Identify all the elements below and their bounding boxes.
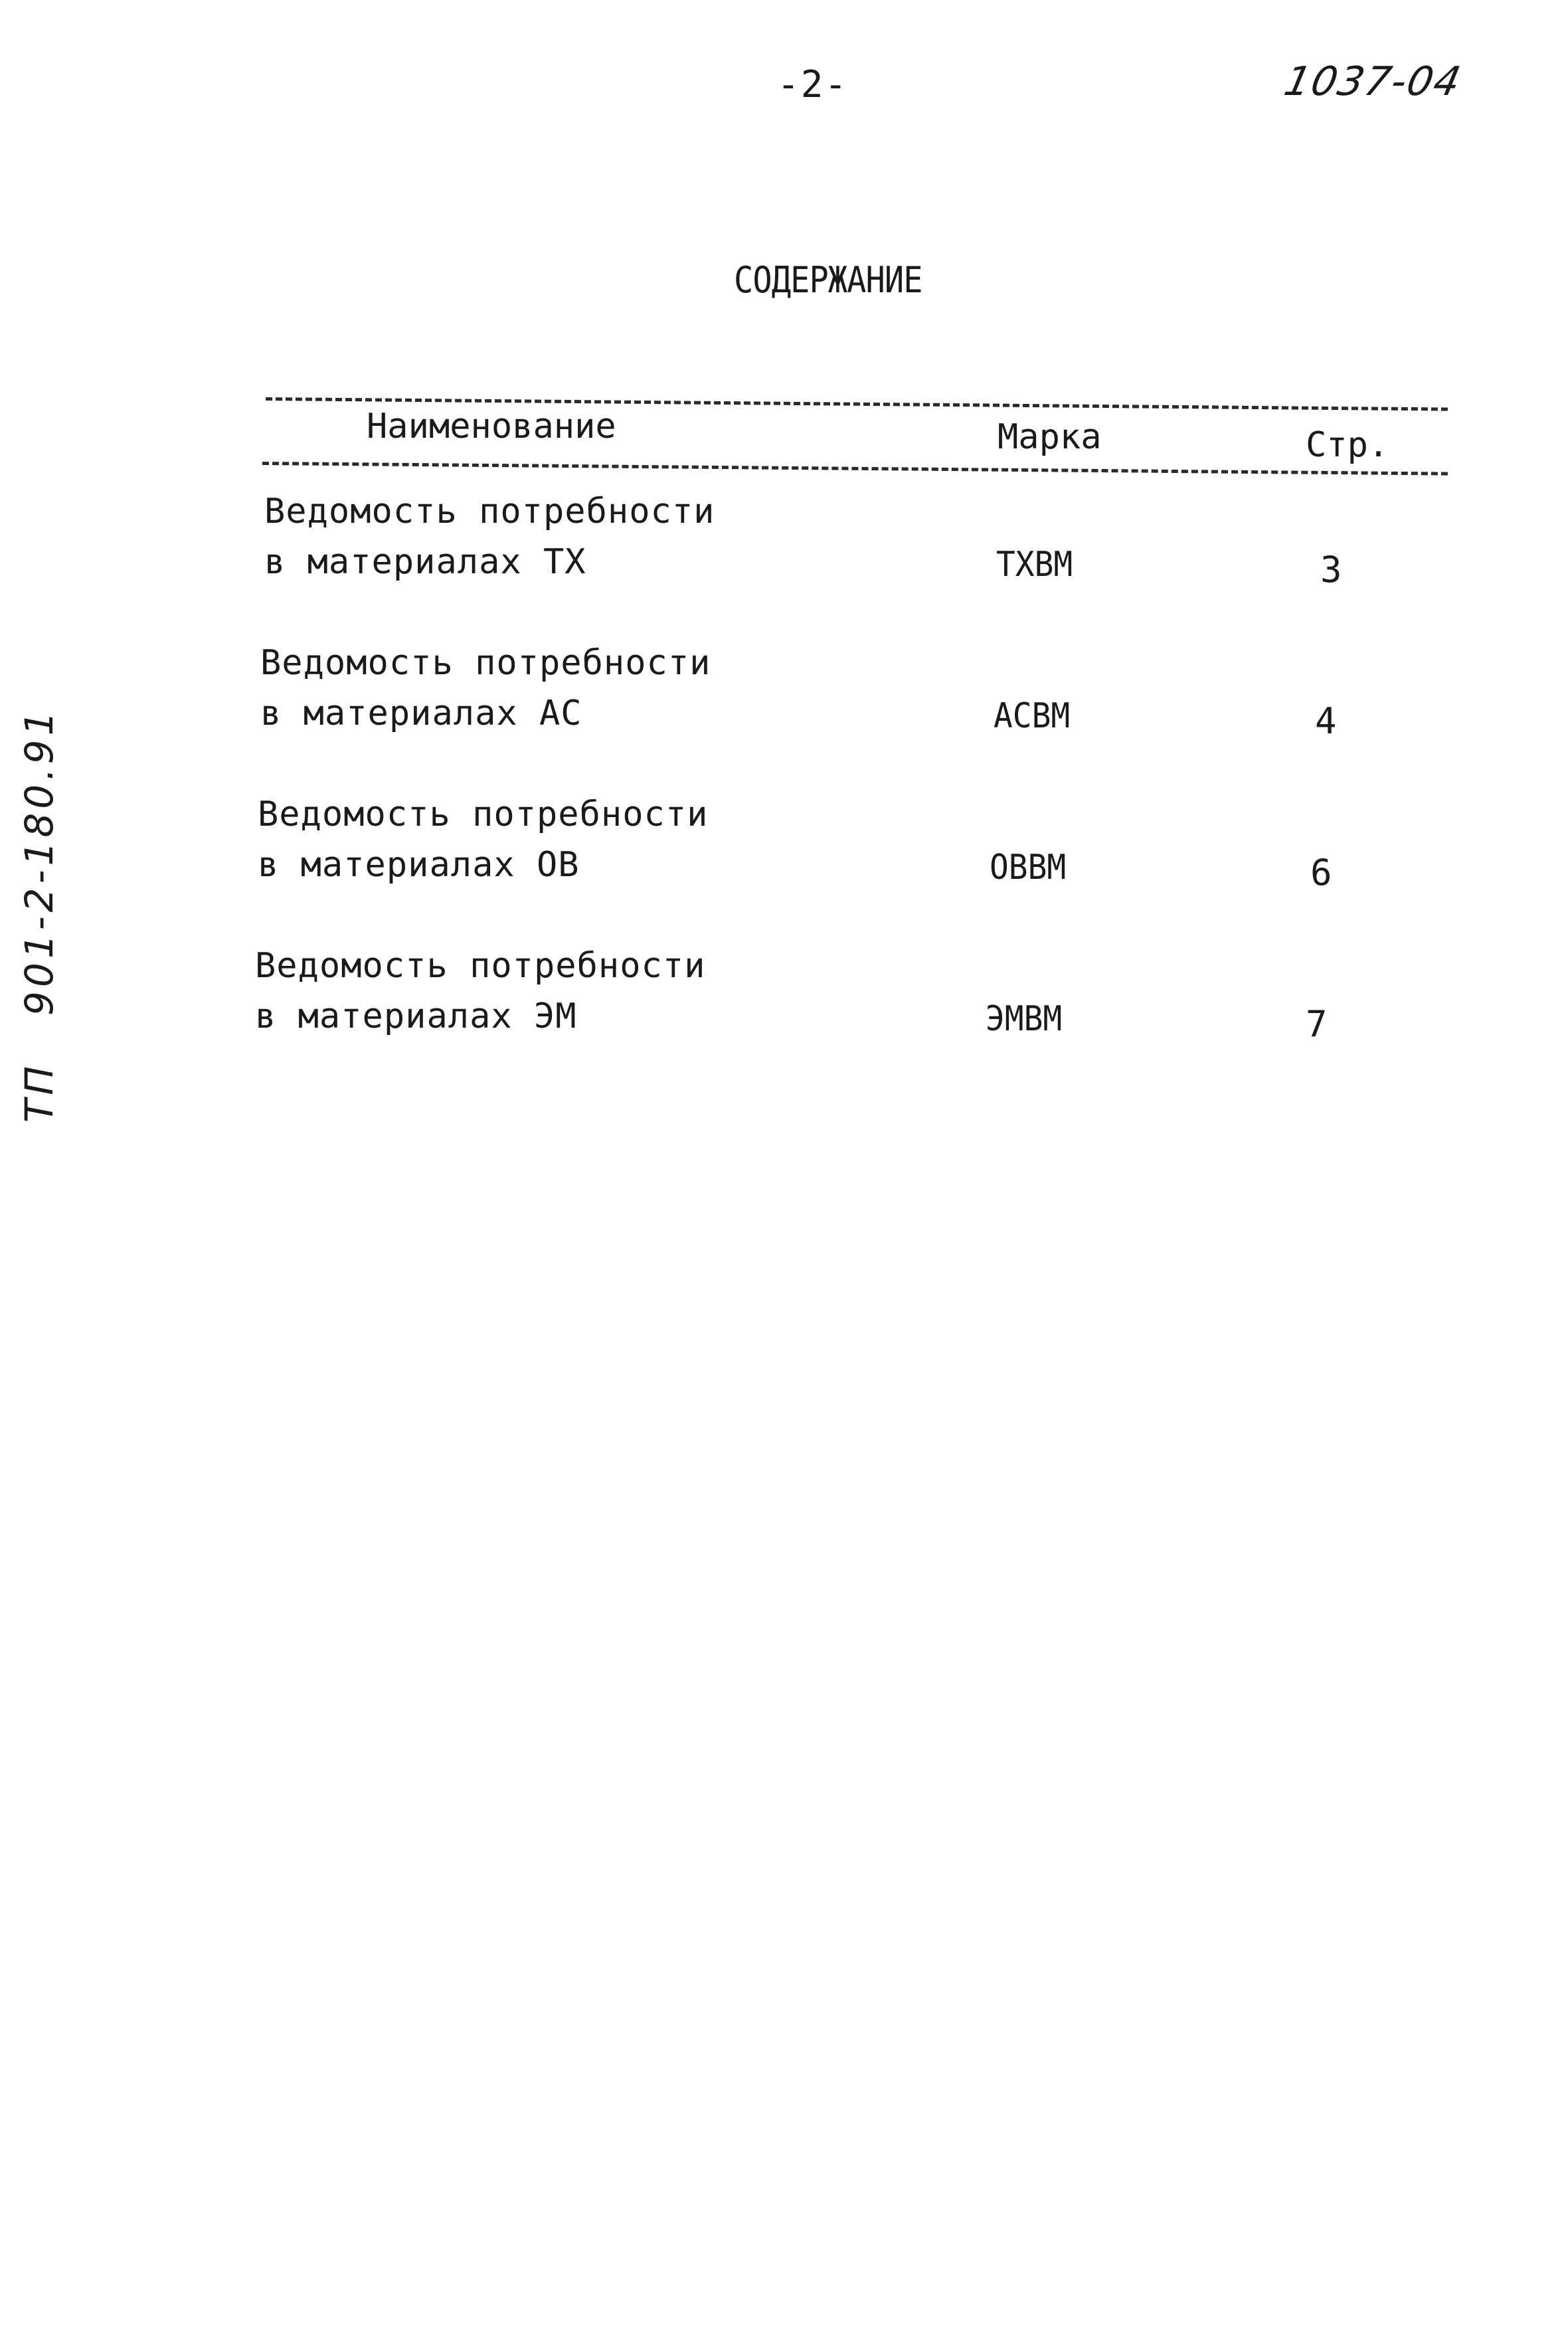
- page-number: -2-: [777, 63, 849, 106]
- table-row: [258, 794, 1568, 914]
- row-name-line1: Ведомость потребности: [255, 946, 706, 986]
- side-stamp-code: 901-2-180.91: [17, 707, 62, 1016]
- table-row: [264, 492, 1568, 611]
- column-header-page: Стр.: [1306, 425, 1389, 465]
- row-name-line2: в материалах ТХ: [264, 542, 586, 582]
- row-page: 4: [1315, 700, 1337, 742]
- column-header-mark: Марка: [998, 417, 1102, 457]
- row-mark: ЭМВМ: [986, 999, 1063, 1039]
- row-name-line2: в материалах ЭМ: [255, 996, 577, 1036]
- row-page: 7: [1306, 1003, 1328, 1045]
- page-title: СОДЕРЖАНИЕ: [734, 259, 922, 301]
- row-mark: АСВМ: [994, 696, 1071, 736]
- table-row: [255, 946, 1568, 1066]
- row-name-line1: Ведомость потребности: [264, 492, 715, 531]
- row-name-line1: Ведомость потребности: [258, 794, 709, 834]
- document-code: 1037-04: [1280, 58, 1466, 105]
- row-name-line2: в материалах ОВ: [258, 845, 580, 885]
- table-divider-header: [262, 462, 1448, 476]
- row-page: 6: [1310, 852, 1332, 893]
- row-name-line1: Ведомость потребности: [260, 643, 711, 683]
- row-name-line2: в материалах АС: [260, 694, 582, 733]
- row-page: 3: [1320, 549, 1342, 591]
- row-mark: ТХВМ: [996, 545, 1073, 585]
- column-header-name: Наименование: [367, 407, 616, 446]
- row-mark: ОВВМ: [990, 848, 1067, 887]
- table-row: [260, 643, 1568, 763]
- side-stamp: [17, 707, 62, 1123]
- side-stamp-prefix: ТП: [17, 1062, 62, 1123]
